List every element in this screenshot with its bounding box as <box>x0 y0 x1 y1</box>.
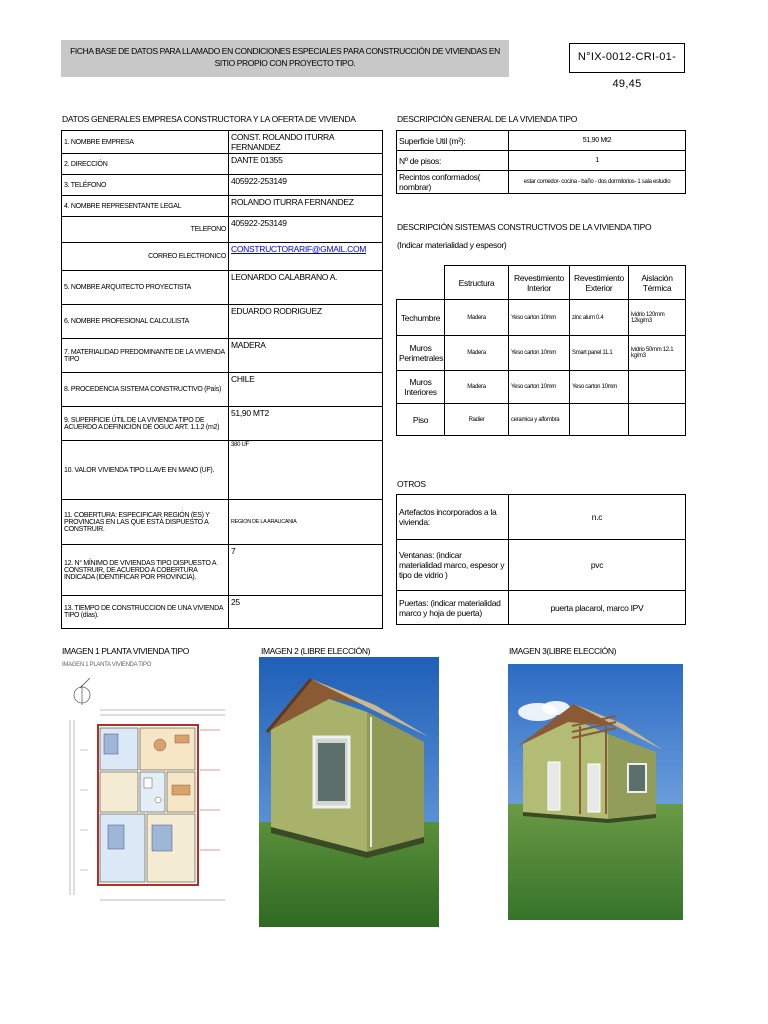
systems-subtitle: (Indicar materialidad y espesor) <box>397 240 507 250</box>
floor-plan-drawing <box>60 660 230 910</box>
row-label: Recintos conformados( nombrar) <box>397 171 509 194</box>
table-row <box>62 243 383 271</box>
row-label: 3. TELÉFONO <box>62 175 229 196</box>
table-row <box>62 175 383 196</box>
general-desc-title: DESCRIPCIÓN GENERAL DE LA VIVIENDA TIPO <box>397 114 578 124</box>
row-value: EDUARDO RODRIGUEZ <box>229 305 383 339</box>
row-value: MADERA <box>229 339 383 373</box>
cell: Yeso carton 10mm <box>509 300 570 336</box>
row-label: 9. SUPERFICIE ÚTIL DE LA VIVIENDA TIPO DE ACUERDO A DEFINICIÓN DE OGUC ART. 1.1.2 (m2) <box>62 407 229 441</box>
house-render-image-2 <box>259 657 439 927</box>
row-label: CORREO ELECTRONICO <box>62 243 229 271</box>
row-value: estar comedor- cocina - baño - dos dormitorios- 1 sala estudio <box>509 171 686 194</box>
table-row <box>62 339 383 373</box>
table-row <box>62 305 383 339</box>
column-header: Aislación Térmica <box>629 266 686 300</box>
cell: Madera <box>445 300 509 336</box>
row-label: 2. DIRECCIÓN <box>62 154 229 175</box>
table-row <box>62 596 383 629</box>
row-label: Muros Perimetrales <box>397 336 445 371</box>
document-title: FICHA BASE DE DATOS PARA LLAMADO EN CONDICIONES ESPECIALES PARA CONSTRUCCIÓN DE VIVIENDAS EN SITIO PROPIO CON PROYECTO TIPO. <box>61 40 509 77</box>
row-label: Nº de pisos: <box>397 151 509 171</box>
row-label: Artefactos incorporados a la vivienda: <box>397 495 509 540</box>
row-value: CHILE <box>229 373 383 407</box>
cell: Madera <box>445 371 509 404</box>
row-value: REGION DE LA ARAUCANIA <box>229 500 383 545</box>
cell: Yeso carton 10mm <box>509 371 570 404</box>
systems-table <box>396 265 686 436</box>
row-label: Puertas: (indicar materialidad marco y hoja de puerta) <box>397 591 509 625</box>
table-row <box>62 373 383 407</box>
table-row <box>397 151 686 171</box>
row-value <box>229 243 383 271</box>
row-value: pvc <box>509 540 686 591</box>
row-label: 10. VALOR VIVIENDA TIPO LLAVE EN MANO (UF). <box>62 441 229 500</box>
table-row <box>397 404 686 436</box>
cell: ceramica y alfombra <box>509 404 570 436</box>
cell: Yeso carton 10mm <box>570 371 629 404</box>
row-value: 380 UF <box>229 441 383 500</box>
table-row <box>62 545 383 596</box>
row-label: 12. N° MÍNIMO DE VIVIENDAS TIPO DISPUESTO A CONSTRUIR, DE ACUERDO A COBERTURA INDICADA (IDENTIFICAR POR PROVINCIA). <box>62 545 229 596</box>
table-header-row <box>397 266 686 300</box>
table-row <box>397 171 686 194</box>
table-row <box>397 131 686 151</box>
cell: lvidrio 50mm 12.1 kg/m3 <box>629 336 686 371</box>
cell: Radier <box>445 404 509 436</box>
row-label: 8. PROCEDENCIA SISTEMA CONSTRUCTIVO (País) <box>62 373 229 407</box>
table-row <box>62 500 383 545</box>
cell <box>629 404 686 436</box>
floor-plan-image <box>60 660 230 910</box>
row-value: puerta placarol, marco IPV <box>509 591 686 625</box>
row-label: 7. MATERIALIDAD PREDOMINANTE DE LA VIVIENDA TIPO <box>62 339 229 373</box>
row-value: 51,90 MT2 <box>229 407 383 441</box>
document-code: N°IX-0012-CRI-01-49,45 <box>569 43 685 73</box>
table-row <box>397 300 686 336</box>
row-value: 1 <box>509 151 686 171</box>
cell: Madera <box>445 336 509 371</box>
otros-table <box>396 494 686 625</box>
row-value: 405922-253149 <box>229 217 383 243</box>
general-desc-table <box>396 130 686 194</box>
table-row <box>397 591 686 625</box>
general-data-title: DATOS GENERALES EMPRESA CONSTRUCTORA Y LA OFERTA DE VIVIENDA <box>62 114 356 124</box>
image1-caption: IMAGEN 1 PLANTA VIVIENDA TIPO <box>62 646 189 656</box>
row-value: 25 <box>229 596 383 629</box>
row-label: Muros Interiores <box>397 371 445 404</box>
image3-caption: IMAGEN 3(LIBRE ELECCIÓN) <box>509 646 617 656</box>
row-label: Ventanas: (indicar materialidad marco, espesor y tipo de vidrio ) <box>397 540 509 591</box>
row-label: 13. TIEMPO DE CONSTRUCCION DE UNA VIVIENDA TIPO (días). <box>62 596 229 629</box>
house-render-drawing-2 <box>259 657 439 927</box>
table-row <box>62 196 383 217</box>
column-header: Revestimiento Interior <box>509 266 570 300</box>
row-label: Superficie Util (m²): <box>397 131 509 151</box>
general-data-table <box>61 130 383 629</box>
cell: Yeso carton 10mm <box>509 336 570 371</box>
row-value: CONST. ROLANDO ITURRA FERNANDEZ <box>229 131 383 154</box>
table-row <box>397 336 686 371</box>
image2-caption: IMAGEN 2 (LIBRE ELECCIÓN) <box>261 646 371 656</box>
row-label: Piso <box>397 404 445 436</box>
row-value: 7 <box>229 545 383 596</box>
email-link[interactable]: CONSTRUCTORARIF@GMAIL.COM <box>231 244 367 254</box>
cell: zinc alum 0.4 <box>570 300 629 336</box>
table-row <box>62 217 383 243</box>
table-row <box>62 154 383 175</box>
cell: Smart panel 11.1 <box>570 336 629 371</box>
row-label: 1. NOMBRE EMPRESA <box>62 131 229 154</box>
row-value: 51,90 Mt2 <box>509 131 686 151</box>
row-label: Techumbre <box>397 300 445 336</box>
table-row <box>397 495 686 540</box>
row-value: ROLANDO ITURRA FERNANDEZ <box>229 196 383 217</box>
table-row <box>62 407 383 441</box>
house-render-image-3 <box>508 664 683 920</box>
cell <box>629 371 686 404</box>
row-label: 6. NOMBRE PROFESIONAL CALCULISTA <box>62 305 229 339</box>
row-value: 405922-253149 <box>229 175 383 196</box>
otros-title: OTROS <box>397 479 426 489</box>
cell <box>570 404 629 436</box>
table-row <box>62 131 383 154</box>
row-value: n.c <box>509 495 686 540</box>
table-row <box>397 371 686 404</box>
row-value: DANTE 01355 <box>229 154 383 175</box>
table-row <box>62 271 383 305</box>
column-header: Estructura <box>445 266 509 300</box>
floor-plan-inner-caption: IMAGEN 1 PLANTA VIVIENDA TIPO <box>62 662 152 668</box>
row-value: LEONARDO CALABRANO A. <box>229 271 383 305</box>
row-label: 5. NOMBRE ARQUITECTO PROYECTISTA <box>62 271 229 305</box>
systems-title: DESCRIPCIÓN SISTEMAS CONSTRUCTIVOS DE LA VIVIENDA TIPO <box>397 222 652 232</box>
table-row <box>62 441 383 500</box>
cell: lvidrio 120mm 12kg/m3 <box>629 300 686 336</box>
row-label: 4. NOMBRE REPRESENTANTE LEGAL <box>62 196 229 217</box>
table-row <box>397 540 686 591</box>
column-header: Revestimiento Exterior <box>570 266 629 300</box>
row-label: TELEFONO <box>62 217 229 243</box>
row-label: 11. COBERTURA: ESPECIFICAR REGIÓN (ES) Y PROVINCIAS EN LAS QUE ESTÁ DISPUESTO A CONSTRUIR. <box>62 500 229 545</box>
house-render-drawing-3 <box>508 664 683 920</box>
